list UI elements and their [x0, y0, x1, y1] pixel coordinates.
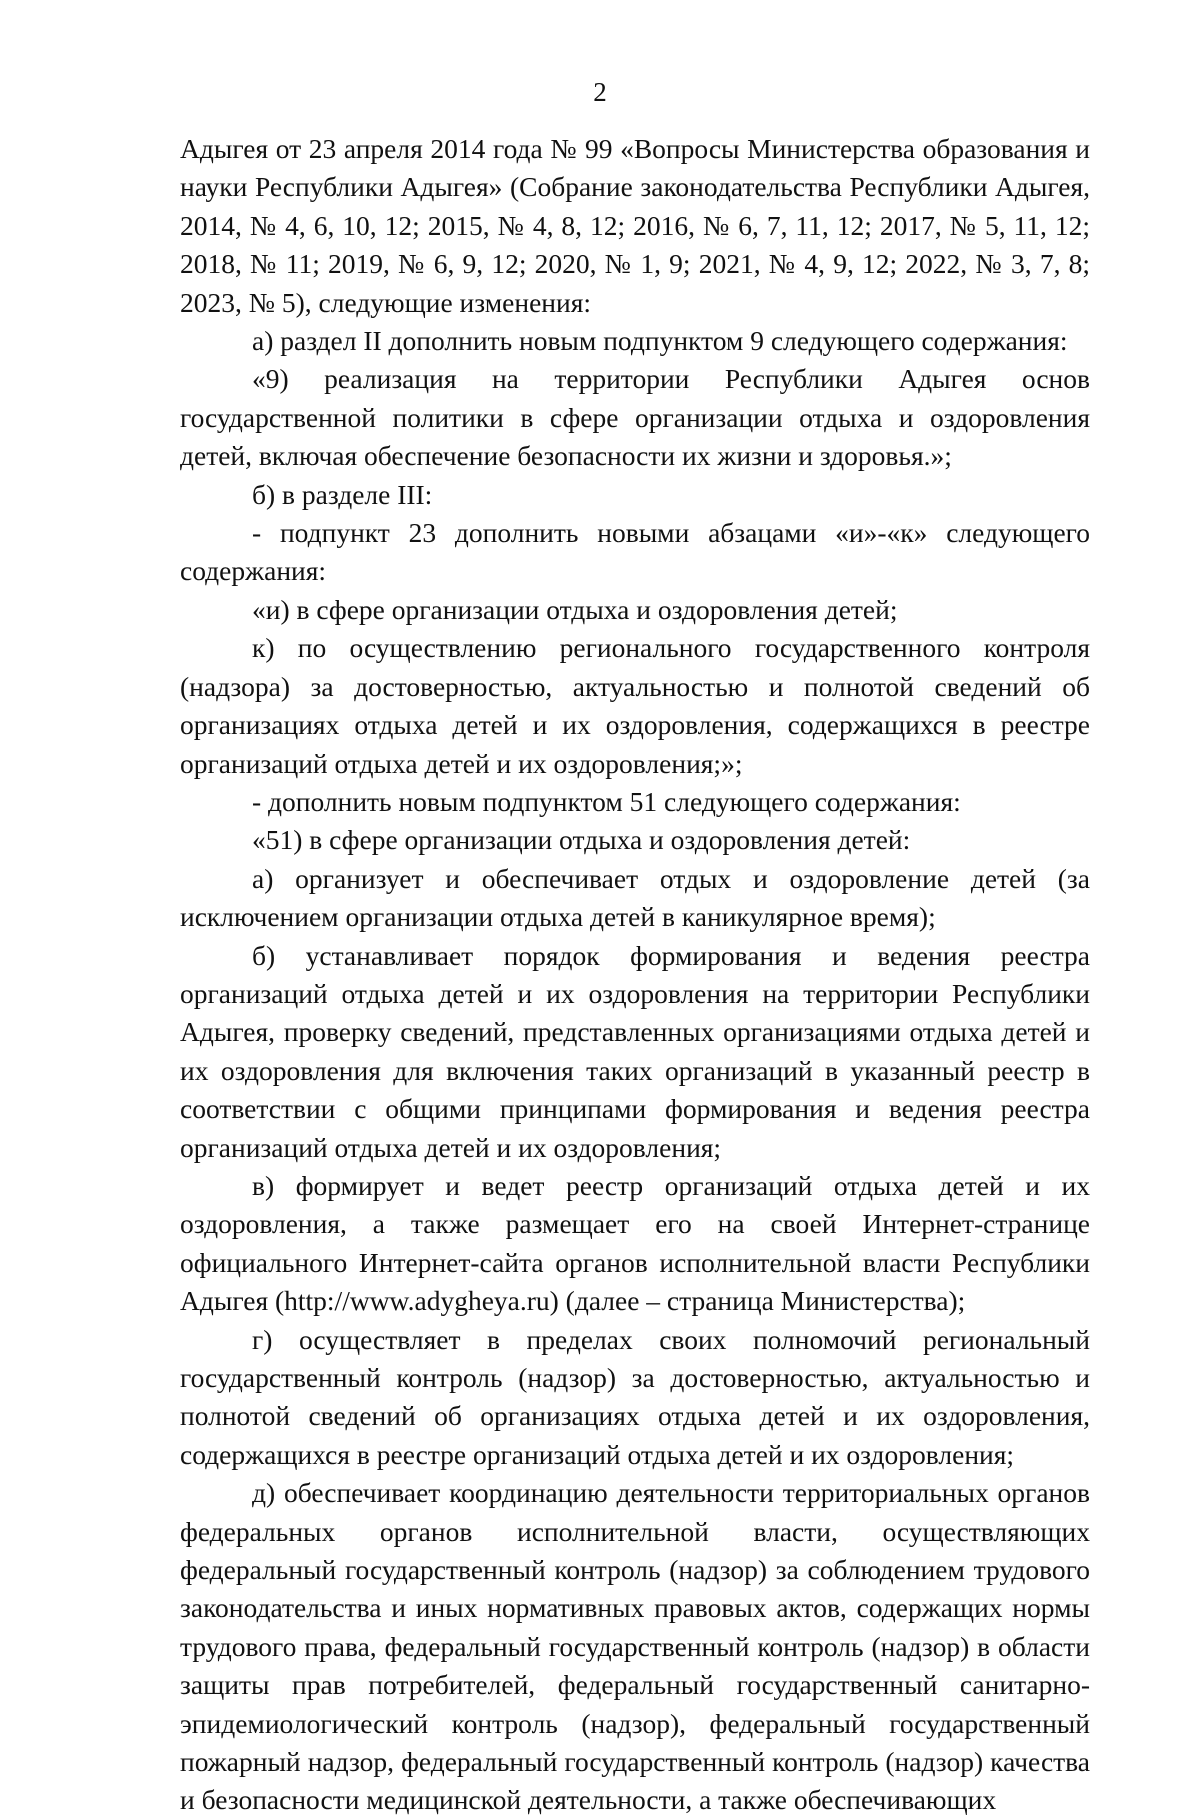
- paragraph-8: - дополнить новым подпунктом 51 следующего содержания:: [252, 785, 961, 817]
- document-body: [180, 130, 1090, 1820]
- paragraph-2: а) раздел II дополнить новым подпунктом 9 следующего содержания:: [252, 325, 1068, 357]
- paragraph-13: г) осуществляет в пределах своих полномочий региональный государственный контроль (надзор) за достоверностью, актуальностью и полнотой сведений об организациях отдыха детей и их оздоровления, содержащихся в реестре организаций отдыха детей и их оздоровления;: [180, 1323, 1090, 1470]
- paragraph-5: - подпункт 23 дополнить новыми абзацами «и»-«к» следующего содержания:: [180, 517, 1090, 587]
- paragraph-1: Адыгея от 23 апреля 2014 года № 99 «Вопросы Министерства образования и науки Республики Адыгея» (Собрание законодательства Республики Адыгея, 2014, № 4, 6, 10, 12; 2015, № 4, 8, 12; 2016, № 6, 7, 11, 12; 2017, № 5, 11, 12; 2018, № 11; 2019, № 6, 9, 12; 2020, № 1, 9; 2021, № 4, 9, 12; 2022, № 3, 7, 8; 2023, № 5), следующие изменения:: [180, 133, 1090, 318]
- paragraph-4: б) в разделе III:: [252, 478, 433, 510]
- paragraph-14: д) обеспечивает координацию деятельности территориальных органов федеральных органов исполнительной власти, осуществляющих федеральный государственный контроль (надзор) за соблюдением трудового законодательства и иных нормативных правовых актов, содержащих нормы трудового права, федеральный государственный контроль (надзор) в области защиты прав потребителей, федеральный государственный санитарно-эпидемиологический контроль (надзор), федеральный государственный пожарный надзор, федеральный государственный контроль (надзор) качества и безопасности медицинской деятельности, а также обеспечивающих: [180, 1477, 1090, 1816]
- paragraph-11: б) устанавливает порядок формирования и ведения реестра организаций отдыха детей и их оздоровления на территории Республики Адыгея, проверку сведений, представленных организациями отдыха детей и их оздоровления для включения таких организаций в указанный реестр в соответствии с общими принципами формирования и ведения реестра организаций отдыха детей и их оздоровления;: [180, 939, 1090, 1163]
- paragraph-12: в) формирует и ведет реестр организаций отдыха детей и их оздоровления, а также размещает его на своей Интернет-странице официального Интернет-сайта органов исполнительной власти Республики Адыгея (http://www.adygheya.ru) (далее – страница Министерства);: [180, 1169, 1090, 1317]
- paragraph-9: «51) в сфере организации отдыха и оздоровления детей:: [252, 824, 911, 856]
- paragraph-10: а) организует и обеспечивает отдых и оздоровление детей (за исключением организации отдыха детей в каникулярное время);: [180, 862, 1090, 933]
- paragraph-6: «и) в сфере организации отдыха и оздоровления детей;: [252, 593, 898, 625]
- paragraph-3: «9) реализация на территории Республики Адыгея основ государственной политики в сфере организации отдыха и оздоровления детей, включая обеспечение безопасности их жизни и здоровья.»;: [180, 363, 1090, 472]
- paragraph-7: к) по осуществлению регионального государственного контроля (надзора) за достоверностью, актуальностью и полнотой сведений об организациях отдыха детей и их оздоровления, содержащихся в реестре организаций отдыха детей и их оздоровления;»;: [180, 632, 1090, 779]
- page-number: 2: [593, 77, 607, 107]
